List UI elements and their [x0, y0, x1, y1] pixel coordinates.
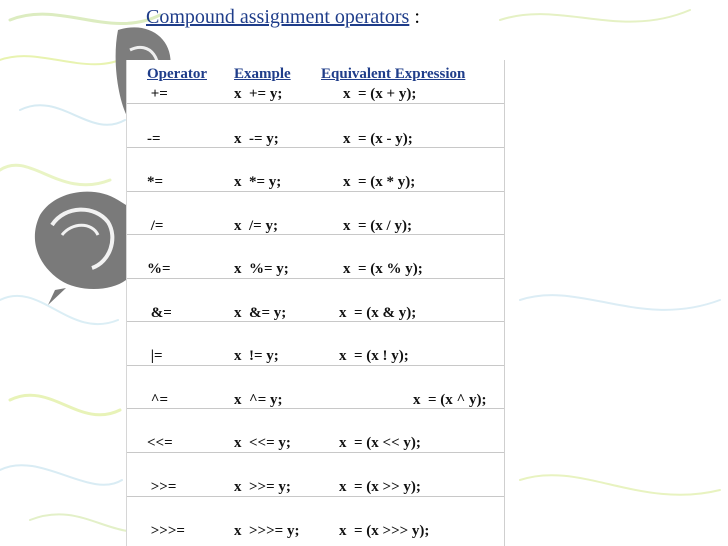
title-colon: :	[409, 6, 420, 28]
cell-operator: <<=	[147, 435, 173, 451]
table-row	[127, 497, 504, 540]
table-row	[127, 191, 504, 235]
cell-example: x /= y;	[234, 218, 278, 234]
table-row	[127, 409, 504, 453]
cell-operator: %=	[147, 261, 171, 277]
cell-example: x >>>= y;	[234, 523, 300, 539]
cell-example: x >>= y;	[234, 479, 291, 495]
cell-example: x -= y;	[234, 131, 279, 147]
cell-equivalent: x = (x + y);	[343, 86, 417, 102]
table-row	[127, 278, 504, 322]
table-row	[127, 365, 504, 409]
cell-equivalent: x = (x / y);	[343, 218, 412, 234]
cell-example: x <<= y;	[234, 435, 291, 451]
cell-operator: +=	[147, 86, 168, 102]
cell-equivalent: x = (x << y);	[339, 435, 421, 451]
cell-operator: &=	[147, 305, 172, 321]
cell-operator: |=	[147, 348, 163, 364]
cell-equivalent: x = (x >>> y);	[339, 523, 430, 539]
cell-equivalent: x = (x & y);	[339, 305, 417, 321]
header-equivalent: Equivalent Expression	[321, 66, 466, 82]
table-row	[127, 322, 504, 366]
header-example: Example	[234, 66, 291, 82]
cell-operator: ^=	[147, 392, 169, 408]
cell-operator: /=	[147, 218, 164, 234]
cell-operator: -=	[147, 131, 161, 147]
cell-equivalent: x = (x - y);	[343, 131, 413, 147]
slide-title	[146, 6, 420, 29]
cell-example: x &= y;	[234, 305, 287, 321]
cell-example: x *= y;	[234, 174, 282, 190]
table-row	[127, 235, 504, 279]
cell-example: x != y;	[234, 348, 279, 364]
table-row	[127, 453, 504, 497]
cell-equivalent: x = (x ^ y);	[413, 392, 487, 408]
cell-equivalent: x = (x ! y);	[339, 348, 409, 364]
decorative-blob-lower	[35, 192, 126, 305]
operators-table	[126, 60, 505, 546]
cell-equivalent: x = (x % y);	[343, 261, 423, 277]
table-header-row	[127, 60, 504, 104]
cell-operator: *=	[147, 174, 164, 190]
cell-example: x += y;	[234, 86, 283, 102]
cell-example: x ^= y;	[234, 392, 283, 408]
cell-operator: >>=	[147, 479, 177, 495]
header-operator: Operator	[147, 66, 207, 82]
table-row	[127, 104, 504, 148]
table-row	[127, 148, 504, 192]
cell-operator: >>>=	[147, 523, 185, 539]
cell-equivalent: x = (x * y);	[343, 174, 416, 190]
title-link[interactable]: Compound assignment operators	[146, 6, 410, 28]
cell-equivalent: x = (x >> y);	[339, 479, 421, 495]
cell-example: x %= y;	[234, 261, 289, 277]
